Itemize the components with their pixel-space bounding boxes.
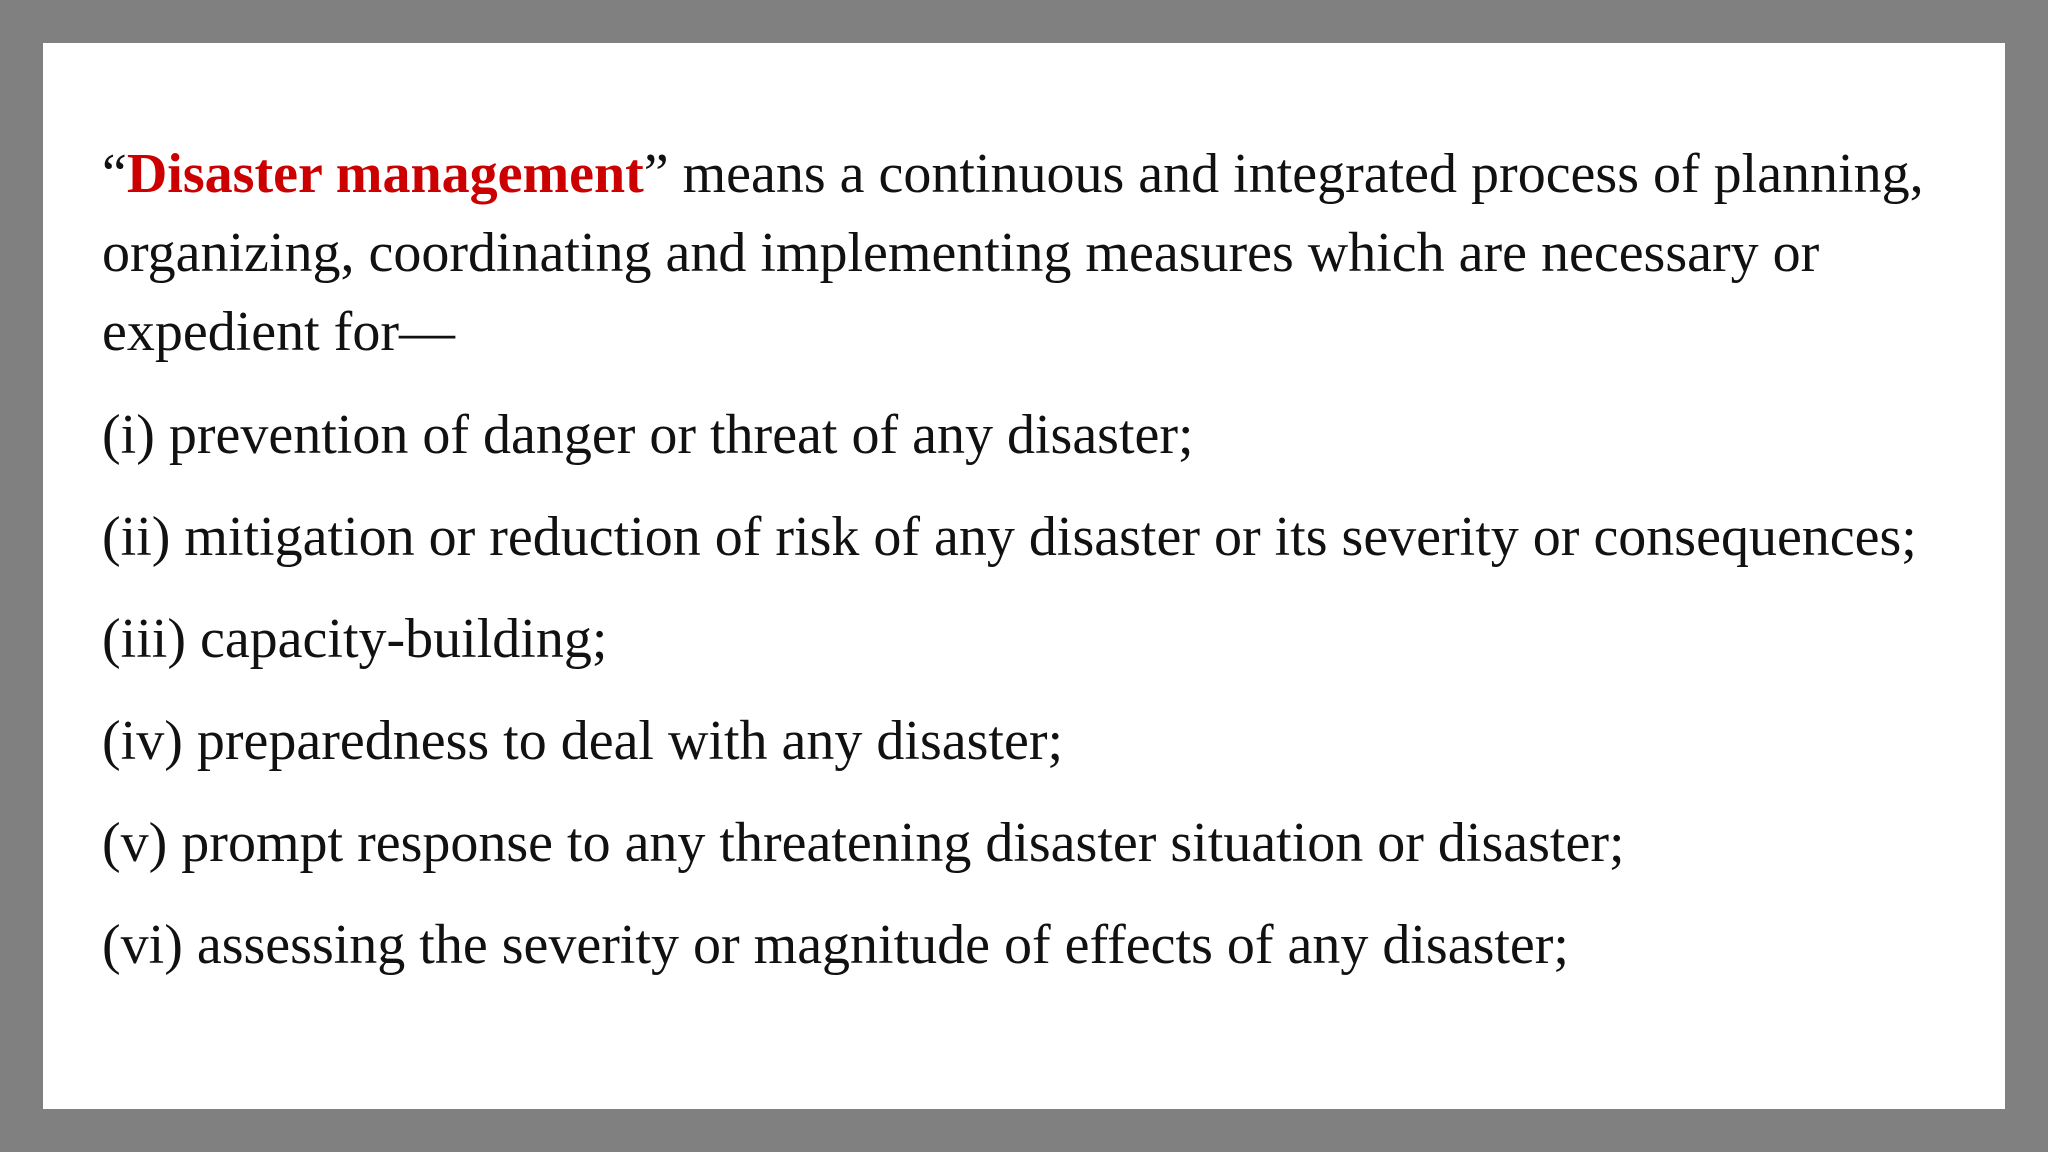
list-item-vi: (vi) assessing the severity or magnitude of effects of any disaster; [102,914,1569,976]
definition-text: means a continuous and integrated process of planning, organizing, coordinating and implementing measures which are necessary or expedient for— [102,143,1924,363]
list-item-i: (i) prevention of danger or threat of any disaster; [102,404,1194,466]
slide [43,43,2005,1109]
open-quote: “ [102,143,127,205]
list-item-v: (v) prompt response to any threatening disaster situation or disaster; [102,812,1625,874]
close-quote: ” [643,143,669,205]
list-item-iv: (iv) preparedness to deal with any disaster; [102,710,1064,772]
definition-paragraph [102,135,1942,372]
slide-content [102,135,1942,985]
defined-term: Disaster management [126,143,644,205]
list-item-iii: (iii) capacity-building; [102,608,608,670]
list-item-ii: (ii) mitigation or reduction of risk of any disaster or its severity or consequences; [102,506,1917,568]
